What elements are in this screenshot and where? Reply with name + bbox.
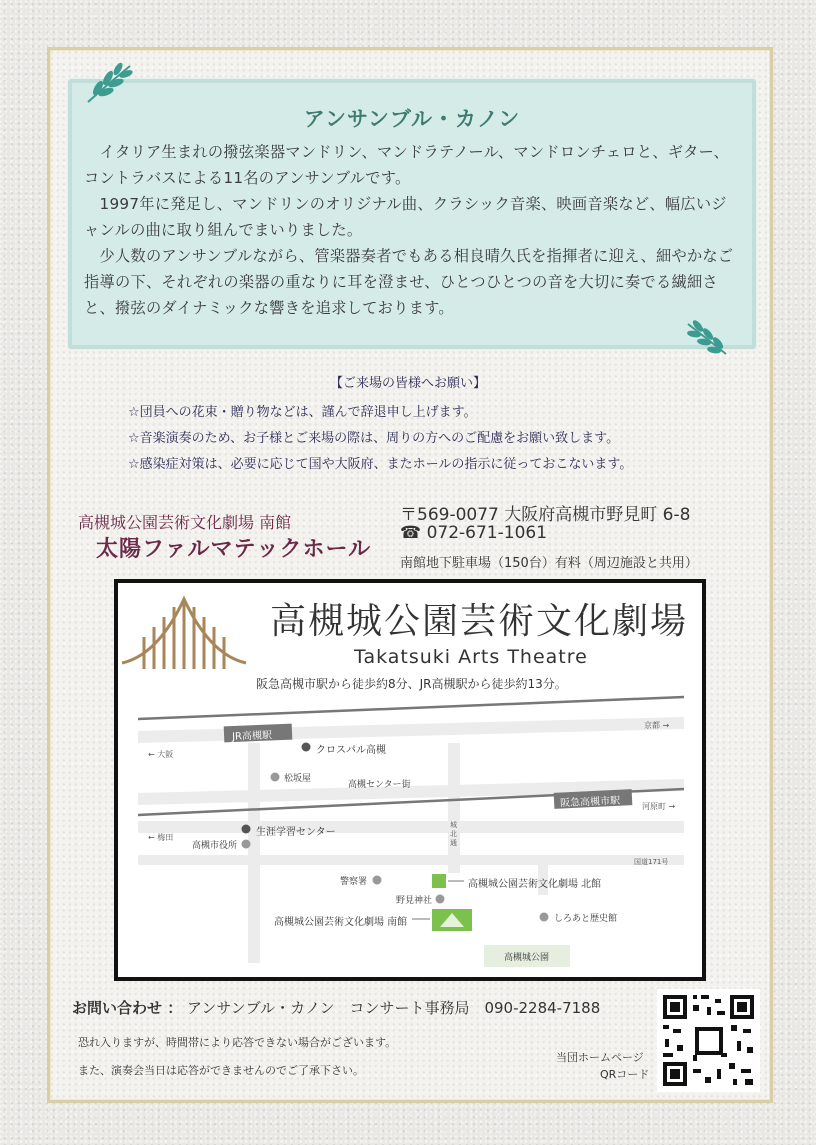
map-access-note: 阪急高槻市駅から徒歩約8分、JR高槻駅から徒歩約13分。	[256, 677, 567, 691]
contact-line	[72, 997, 600, 1018]
qr-label: 当団ホームページ	[556, 1051, 644, 1064]
intro-box	[68, 79, 756, 349]
apology-note: 恐れ入りますが、時間帯により応答できない場合がございます。	[78, 1036, 397, 1049]
venue-subtitle: 高槻城公園芸術文化劇場 南館	[78, 513, 292, 532]
venue-name: 太陽ファルマテックホール	[96, 537, 372, 562]
qr-label: QRコード	[600, 1068, 650, 1081]
osaka-label: ← 大阪	[148, 750, 174, 759]
castle-park-label: 高槻城公園	[504, 953, 550, 963]
police-label: 警察署	[340, 877, 368, 887]
matsuzakaya-label: 松坂屋	[284, 774, 312, 784]
kawaramachi-label: 河原町 →	[642, 802, 676, 811]
lifelong-center-label: 生涯学習センター	[256, 827, 336, 838]
phone-icon: ☎	[400, 523, 427, 543]
access-map	[114, 579, 706, 981]
venue-phone-row	[400, 523, 547, 543]
venue-phone: 072-671-1061	[426, 523, 548, 543]
north-hall-label: 高槻城公園芸術文化劇場 北館	[468, 879, 602, 890]
center-street-label: 高槻センター街	[348, 780, 411, 790]
route171-label: 国道171号	[634, 858, 669, 866]
intro-paragraph: 少人数のアンサンブルながら、管楽器奏者でもある相良晴久氏を指揮者に迎え、細やかなご指導の下、それぞれの楽器の重なりに耳を澄ませ、ひとつひとつの音を大切に奏でる繊細さと、撥弦のダイナミックな響きを追求しております。	[84, 247, 734, 317]
umeda-label: ← 梅田	[148, 833, 174, 842]
apology-note: また、演奏会当日は応答ができませんのでご了承下さい。	[78, 1064, 364, 1077]
notice-title: 【ご来場の皆様へお願い】	[329, 376, 486, 391]
notice-item: ☆感染症対策は、必要に応じて国や大阪府、またホールの指示に従っておこないます。	[128, 457, 633, 472]
notice-section	[0, 372, 816, 478]
intro-paragraph: イタリア生まれの撥弦楽器マンドリン、マンドラテノール、マンドロンチェロと、ギター、コントラバスによる11名のアンサンブルです。	[84, 143, 730, 187]
notice-item: ☆団員への花束・贈り物などは、謹んで辞退申し上げます。	[128, 405, 477, 420]
qr-code[interactable]	[657, 989, 760, 1092]
contact-label: お問い合わせ ：	[72, 999, 183, 1017]
hankyu-station-label: 阪急高槻市駅	[559, 795, 621, 810]
venue-address: 〒569-0077 大阪府高槻市野見町 6-8	[400, 505, 691, 525]
map-title-en: Takatsuki Arts Theatre	[354, 646, 588, 668]
castle-north-road-label: 城北通	[450, 821, 457, 847]
map-title: 高槻城公園芸術文化劇場	[270, 601, 689, 642]
history-museum-label: しろあと歴史館	[554, 914, 618, 924]
jr-station-label: JR高槻駅	[231, 730, 273, 743]
intro-paragraph: 1997年に発足し、マンドリンのオリジナル曲、クラシック音楽、映画音楽など、幅広いジャンルの曲に取り組んでまいりました。	[84, 195, 727, 239]
leaf-sprig-icon	[84, 60, 136, 106]
roof-logo-icon	[122, 599, 246, 669]
contact-text: アンサンブル・カノン コンサート事務局 090-2284-7188	[187, 999, 601, 1017]
intro-body	[84, 139, 734, 321]
city-hall-label: 高槻市役所	[192, 841, 238, 851]
notice-item: ☆音楽演奏のため、お子様とご来場の際は、周りの方へのご配慮をお願い致します。	[128, 431, 620, 446]
nomi-shrine-label: 野見神社	[396, 896, 433, 906]
south-hall-label: 高槻城公園芸術文化劇場 南館	[274, 917, 408, 928]
kyoto-label: 京都 →	[644, 721, 670, 730]
leaf-sprig-icon	[684, 318, 730, 358]
crospal-label: クロスパル高槻	[316, 745, 386, 756]
qr-code-graphic	[657, 989, 760, 1092]
venue-parking: 南館地下駐車場（150台）有料（周辺施設と共用）	[400, 556, 698, 571]
intro-title: アンサンブル・カノン	[303, 107, 521, 131]
